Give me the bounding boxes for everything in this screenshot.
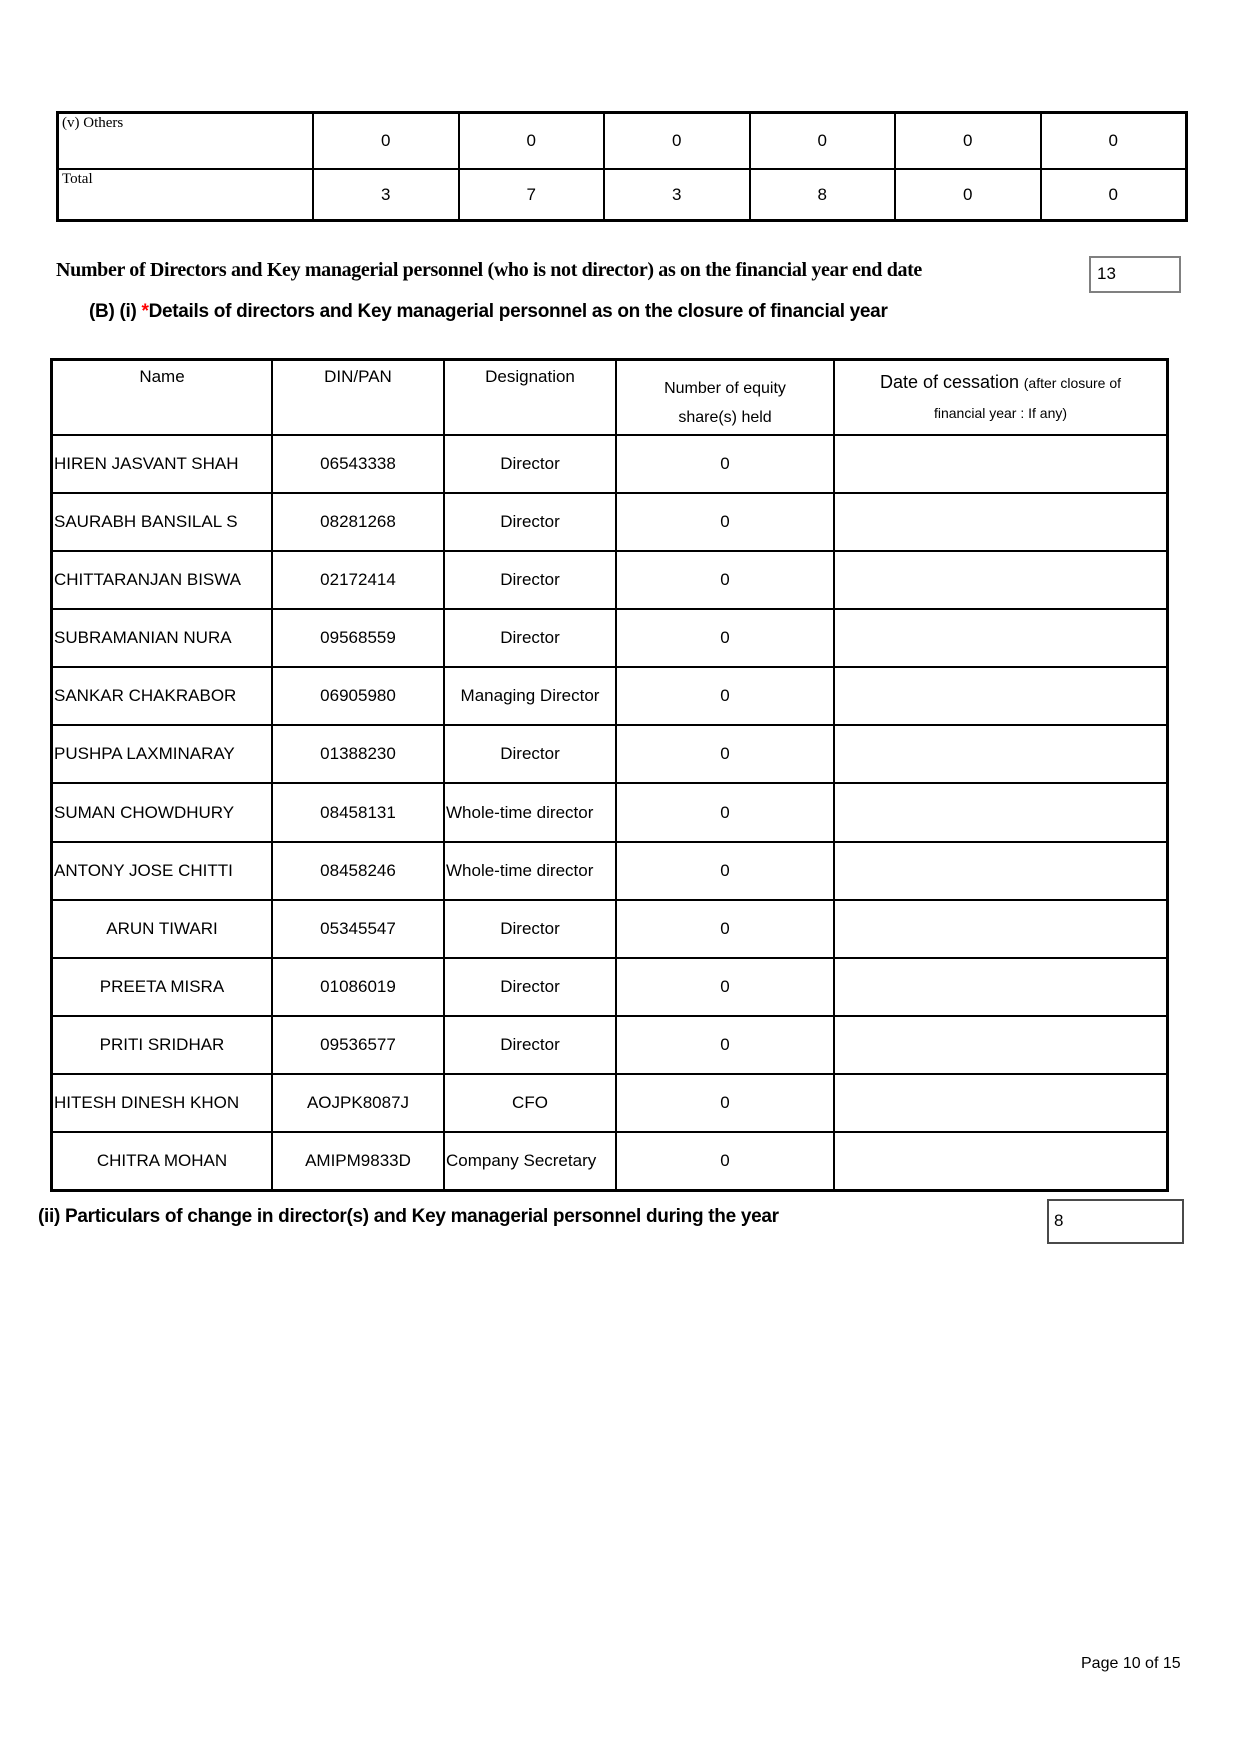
- cessation-cell: [833, 724, 1166, 782]
- equity-header-line2: share(s) held: [678, 409, 772, 426]
- cessation-cell: [833, 841, 1166, 899]
- value-cell: 0: [458, 114, 604, 168]
- equity-cell: 0: [615, 1073, 833, 1131]
- designation-cell: Whole-time director: [443, 782, 615, 840]
- name-cell: PREETA MISRA: [53, 957, 271, 1015]
- cessation-cell: [833, 899, 1166, 957]
- equity-cell: 0: [615, 1015, 833, 1073]
- value-cell: 0: [1040, 168, 1186, 219]
- kmp-count-label: Number of Directors and Key managerial personnel (who is not director) as on the financial year end date: [56, 259, 922, 281]
- din-pan-cell: 09536577: [271, 1015, 443, 1073]
- equity-cell: 0: [615, 434, 833, 492]
- directors-table: [50, 358, 1169, 1192]
- name-cell: CHITTARANJAN BISWA: [53, 550, 271, 608]
- designation-cell: Director: [443, 550, 615, 608]
- equity-cell: 0: [615, 957, 833, 1015]
- cessation-cell: [833, 1131, 1166, 1189]
- col-header-cessation: [833, 361, 1166, 434]
- equity-cell: 0: [615, 550, 833, 608]
- cessation-cell: [833, 1015, 1166, 1073]
- din-pan-cell: 08458246: [271, 841, 443, 899]
- designation-cell: Managing Director: [443, 666, 615, 724]
- cessation-cell: [833, 434, 1166, 492]
- din-pan-cell: AMIPM9833D: [271, 1131, 443, 1189]
- col-header-equity: [615, 361, 833, 434]
- designation-cell: Director: [443, 899, 615, 957]
- designation-cell: Director: [443, 492, 615, 550]
- name-cell: ARUN TIWARI: [53, 899, 271, 957]
- value-cell: 3: [312, 168, 458, 219]
- section-b-title: Details of directors and Key managerial personnel as on the closure of financial year: [148, 301, 888, 322]
- cessation-cell: [833, 550, 1166, 608]
- value-cell: 0: [894, 168, 1040, 219]
- name-cell: SUBRAMANIAN NURA: [53, 608, 271, 666]
- name-cell: PUSHPA LAXMINARAY: [53, 724, 271, 782]
- designation-cell: Director: [443, 957, 615, 1015]
- cessation-header-paren: (after closure of: [1023, 375, 1122, 391]
- designation-cell: Director: [443, 1015, 615, 1073]
- name-cell: SAURABH BANSILAL S: [53, 492, 271, 550]
- col-header-din-pan: DIN/PAN: [271, 361, 443, 434]
- value-cell: 0: [894, 114, 1040, 168]
- name-cell: SANKAR CHAKRABOR: [53, 666, 271, 724]
- name-cell: SUMAN CHOWDHURY: [53, 782, 271, 840]
- equity-cell: 0: [615, 724, 833, 782]
- cessation-cell: [833, 608, 1166, 666]
- din-pan-cell: 09568559: [271, 608, 443, 666]
- kmp-count-field[interactable]: 13: [1089, 256, 1181, 293]
- equity-cell: 0: [615, 1131, 833, 1189]
- din-pan-cell: 05345547: [271, 899, 443, 957]
- cessation-cell: [833, 666, 1166, 724]
- din-pan-cell: 01388230: [271, 724, 443, 782]
- equity-cell: 0: [615, 666, 833, 724]
- continuation-table: [56, 111, 1188, 222]
- required-star: *: [141, 301, 149, 322]
- din-pan-cell: 08458131: [271, 782, 443, 840]
- name-cell: PRITI SRIDHAR: [53, 1015, 271, 1073]
- section-b-prefix: (B) (i): [89, 301, 142, 322]
- cessation-header-line1: [835, 367, 1166, 398]
- section-b-heading: [89, 301, 888, 323]
- din-pan-cell: 08281268: [271, 492, 443, 550]
- change-count-field[interactable]: 8: [1047, 1199, 1184, 1244]
- equity-cell: 0: [615, 608, 833, 666]
- value-cell: 0: [312, 114, 458, 168]
- din-pan-cell: AOJPK8087J: [271, 1073, 443, 1131]
- equity-cell: 0: [615, 899, 833, 957]
- page-number: Page 10 of 15: [1081, 1655, 1181, 1672]
- cessation-cell: [833, 957, 1166, 1015]
- designation-cell: Director: [443, 434, 615, 492]
- din-pan-cell: 01086019: [271, 957, 443, 1015]
- name-cell: HIREN JASVANT SHAH: [53, 434, 271, 492]
- din-pan-cell: 06905980: [271, 666, 443, 724]
- row-label: Total: [59, 168, 312, 219]
- cessation-cell: [833, 1073, 1166, 1131]
- name-cell: CHITRA MOHAN: [53, 1131, 271, 1189]
- designation-cell: Whole-time director: [443, 841, 615, 899]
- designation-cell: Company Secretary: [443, 1131, 615, 1189]
- cessation-header-main: Date of cessation: [879, 372, 1020, 392]
- equity-header-line1: Number of equity: [664, 380, 786, 397]
- col-header-designation: Designation: [443, 361, 615, 434]
- din-pan-cell: 06543338: [271, 434, 443, 492]
- cessation-cell: [833, 782, 1166, 840]
- cessation-header-line2: financial year : If any): [933, 405, 1068, 421]
- value-cell: 7: [458, 168, 604, 219]
- name-cell: ANTONY JOSE CHITTI: [53, 841, 271, 899]
- name-cell: HITESH DINESH KHON: [53, 1073, 271, 1131]
- equity-cell: 0: [615, 492, 833, 550]
- col-header-name: Name: [139, 367, 185, 386]
- value-cell: 0: [1040, 114, 1186, 168]
- equity-cell: 0: [615, 782, 833, 840]
- value-cell: 0: [749, 114, 895, 168]
- change-particulars-label: (ii) Particulars of change in director(s) and Key managerial personnel during the year: [38, 1206, 779, 1227]
- value-cell: 3: [603, 168, 749, 219]
- cessation-cell: [833, 492, 1166, 550]
- designation-cell: CFO: [443, 1073, 615, 1131]
- value-cell: 0: [603, 114, 749, 168]
- value-cell: 8: [749, 168, 895, 219]
- equity-cell: 0: [615, 841, 833, 899]
- designation-cell: Director: [443, 608, 615, 666]
- din-pan-cell: 02172414: [271, 550, 443, 608]
- designation-cell: Director: [443, 724, 615, 782]
- row-label: (v) Others: [62, 115, 124, 131]
